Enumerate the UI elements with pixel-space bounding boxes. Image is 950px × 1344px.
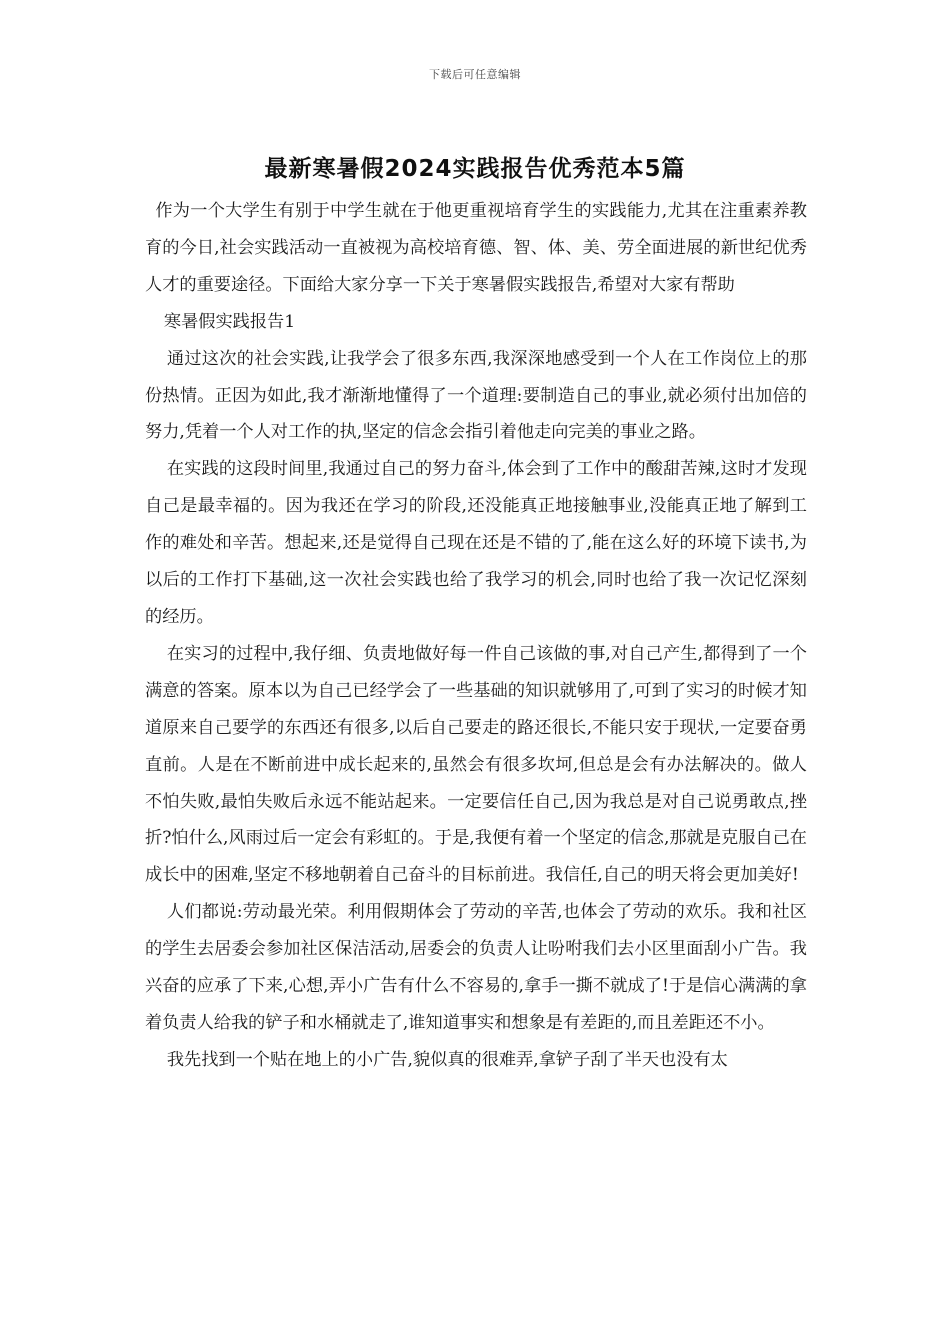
body-paragraph: 我先找到一个贴在地上的小广告,貌似真的很难弄,拿铲子刮了半天也没有太	[166, 1049, 728, 1070]
body-paragraph: 在实践的这段时间里,我通过自己的努力奋斗,体会到了工作中的酸甜苦辣,这时才发现自己是最幸福的。因为我还在学习的阶段,还没能真正地接触事业,没能真正地了解到工作的难处和辛苦。想起来,还是觉得自己现在还是不错的了,能在这么好的环境下读书,为以后的工作打下基础,这一次社会实践也给了我学习的机会,同时也给了我一次记忆深刻的经历。	[145, 459, 807, 627]
intro-paragraph: 作为一个大学生有别于中学生就在于他更重视培育学生的实践能力,尤其在注重素养教育的今日,社会实践活动一直被视为高校培育德、智、体、美、劳全面进展的新世纪优秀人才的重要途径。下面给大家分享一下关于寒暑假实践报告,希望对大家有帮助	[145, 201, 807, 295]
document-body	[145, 193, 807, 1079]
section-heading: 寒暑假实践报告1	[163, 311, 296, 332]
header-note: 下载后可任意编辑	[429, 68, 521, 81]
body-paragraph: 人们都说:劳动最光荣。利用假期体会了劳动的辛苦,也体会了劳动的欢乐。我和社区的学生去居委会参加社区保洁活动,居委会的负责人让吩咐我们去小区里面刮小广告。我兴奋的应承了下来,心想,弄小广告有什么不容易的,拿手一撕不就成了!于是信心满满的拿着负责人给我的铲子和水桶就走了,谁知道事实和想象是有差距的,而且差距还不小。	[145, 902, 807, 1033]
body-paragraph: 通过这次的社会实践,让我学会了很多东西,我深深地感受到一个人在工作岗位上的那份热情。正因为如此,我才渐渐地懂得了一个道理:要制造自己的事业,就必须付出加倍的努力,凭着一个人对工作的执,坚定的信念会指引着他走向完美的事业之路。	[145, 348, 807, 443]
body-paragraph: 在实习的过程中,我仔细、负责地做好每一件自己该做的事,对自己产生,都得到了一个满意的答案。原本以为自己已经学会了一些基础的知识就够用了,可到了实习的时候才知道原来自己要学的东西还有很多,以后自己要走的路还很长,不能只安于现状,一定要奋勇直前。人是在不断前进中成长起来的,虽然会有很多坎坷,但总是会有办法解决的。做人不怕失败,最怕失败后永远不能站起来。一定要信任自己,因为我总是对自己说勇敢点,挫折?怕什么,风雨过后一定会有彩虹的。于是,我便有着一个坚定的信念,那就是克服自己在成长中的困难,坚定不移地朝着自己奋斗的目标前进。我信任,自己的明天将会更加美好!	[145, 643, 807, 886]
document-title: 最新寒暑假2024实践报告优秀范本5篇	[264, 156, 686, 182]
